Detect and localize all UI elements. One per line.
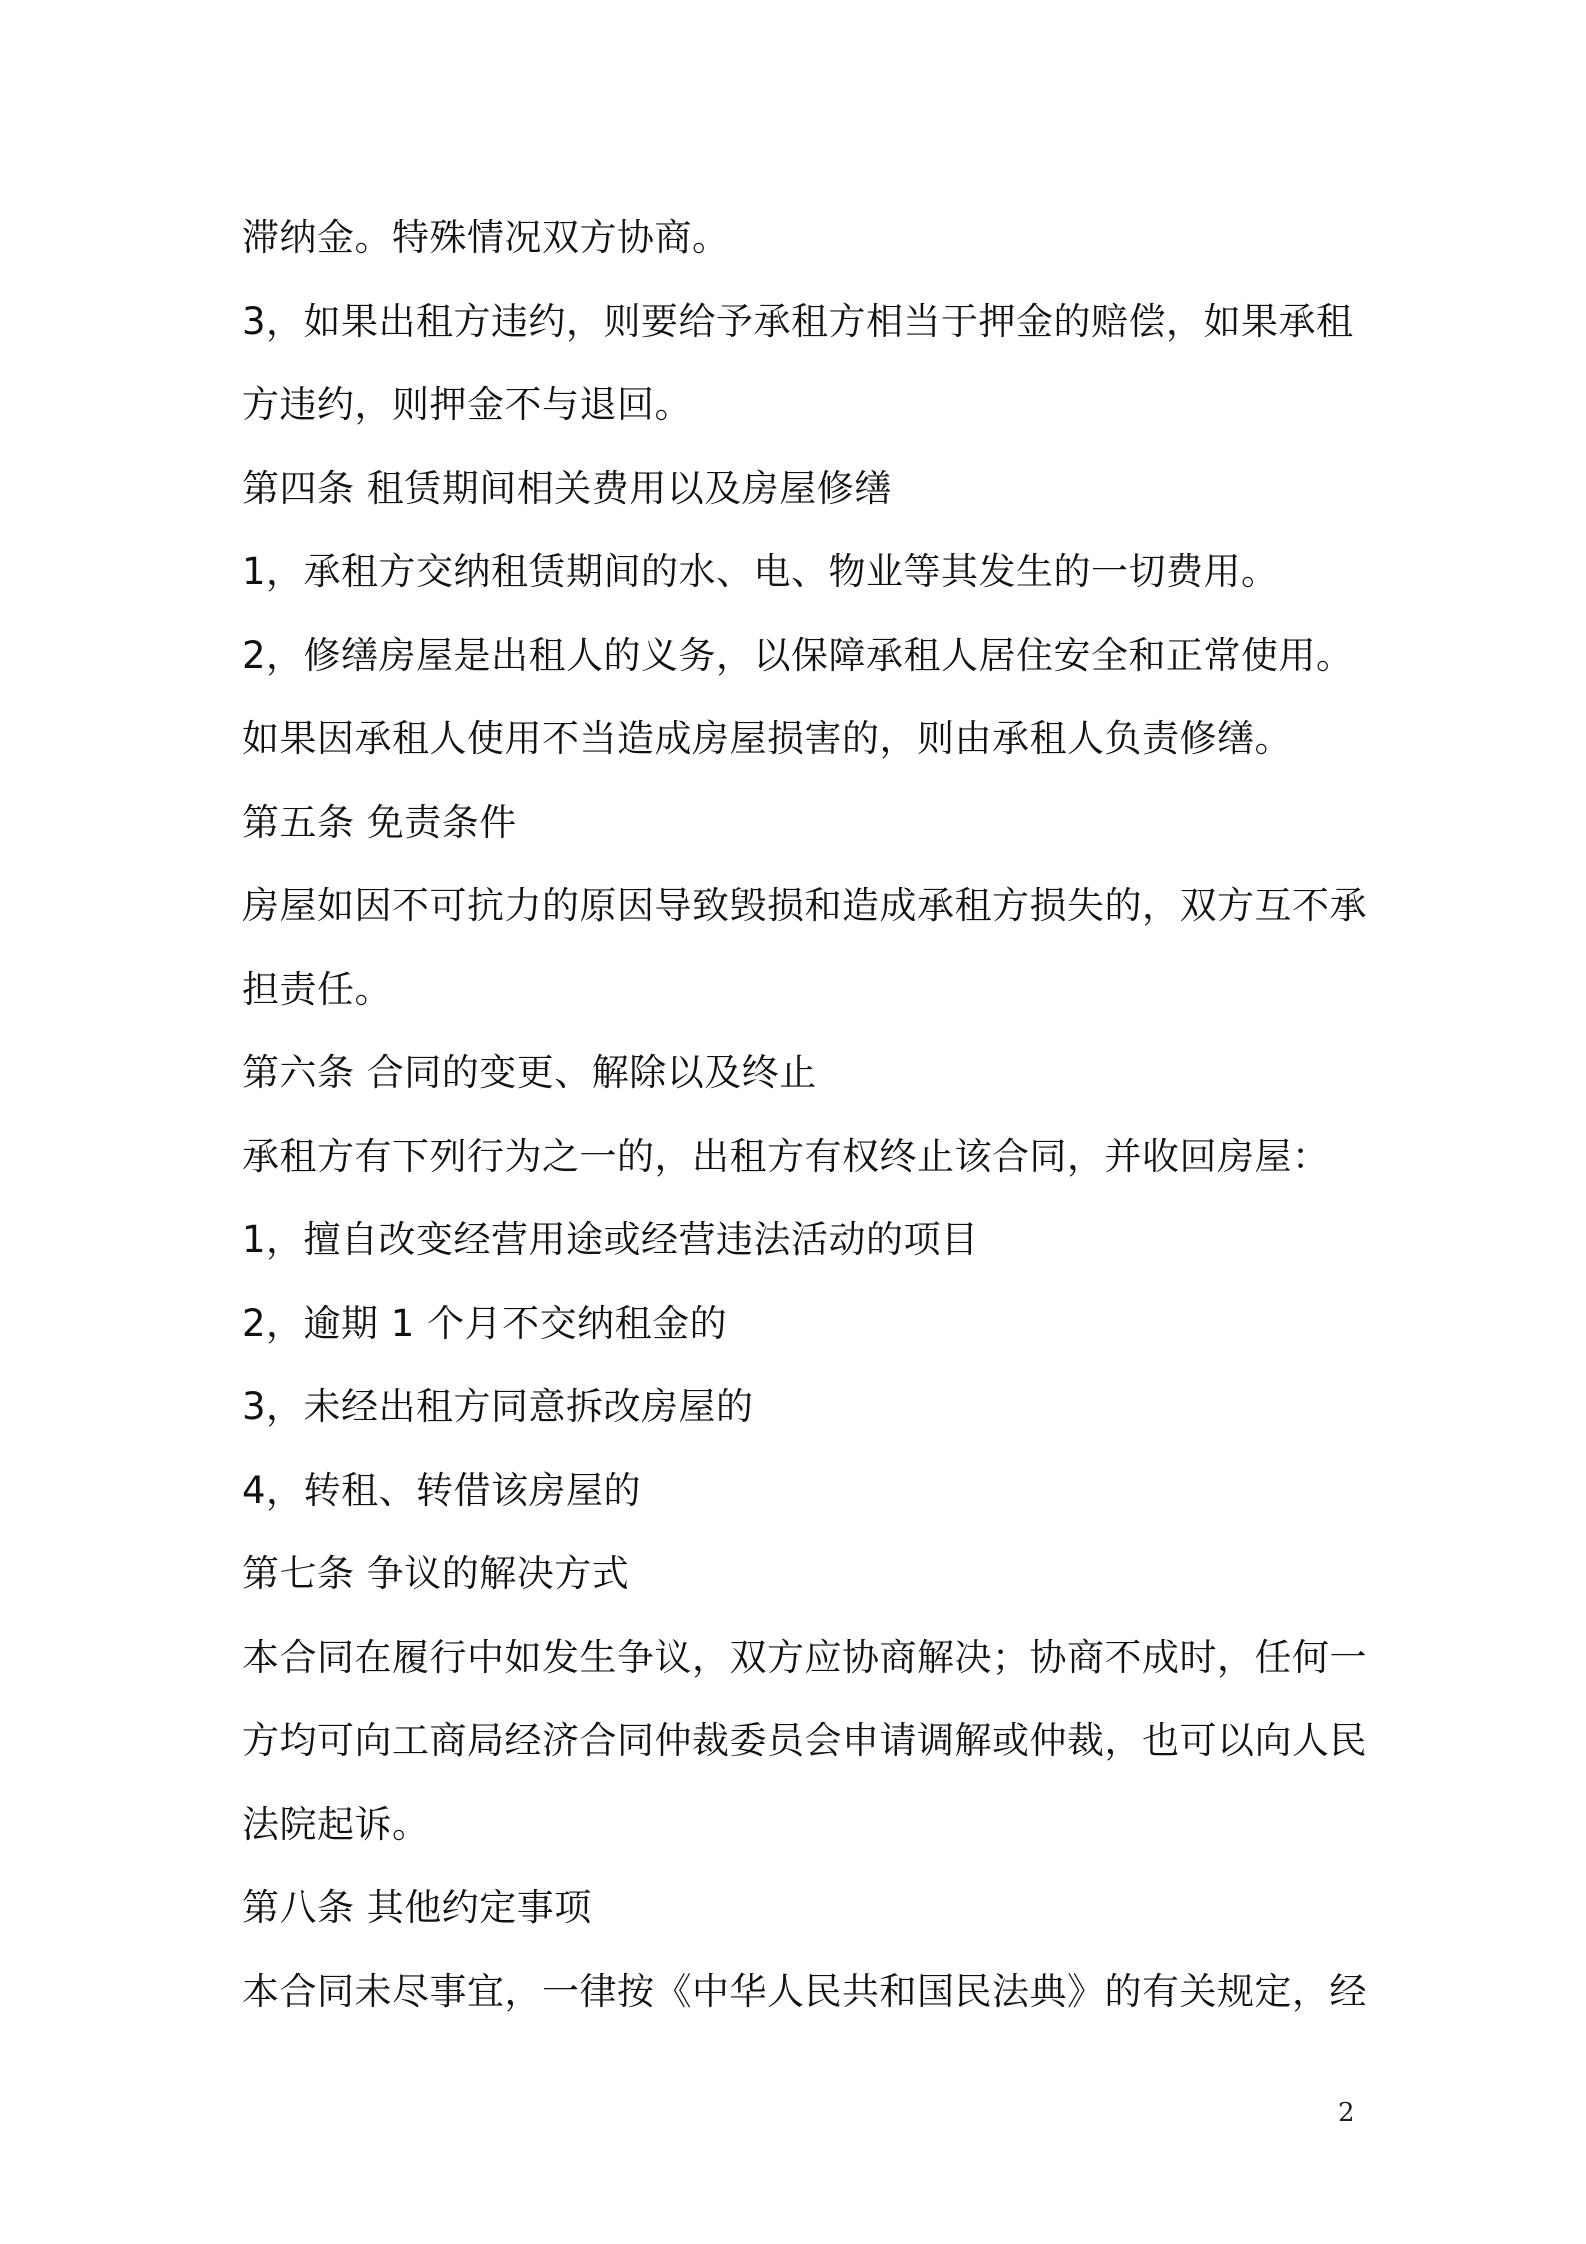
text-line: 方违约，则押金不与退回。: [242, 383, 692, 426]
text-line: 承租方有下列行为之一的，出租方有权终止该合同，并收回房屋：: [242, 1134, 1330, 1178]
text-line: 房屋如因不可抗力的原因导致毁损和造成承租方损失的，双方互不承: [242, 884, 1367, 927]
text-line: 担责任。: [242, 967, 392, 1011]
list-item: 1，擅自改变经营用途或经营违法活动的项目: [242, 1218, 979, 1261]
list-item: 4，转租、转借该房屋的: [242, 1468, 642, 1512]
section-heading-article-8: 第八条 其他约定事项: [242, 1886, 592, 1929]
page-number: 2: [1338, 2098, 1355, 2128]
text-line: 方均可向工商局经济合同仲裁委员会申请调解或仲裁，也可以向人民: [242, 1719, 1367, 1762]
text-line: 滞纳金。特殊情况双方协商。: [242, 216, 730, 259]
contract-body: [242, 196, 1367, 2033]
list-item: 3，未经出租方同意拆改房屋的: [242, 1385, 754, 1428]
section-heading-article-6: 第六条 合同的变更、解除以及终止: [242, 1051, 817, 1094]
section-heading-article-5: 第五条 免责条件: [242, 800, 517, 844]
text-line: 本合同未尽事宜，一律按《中华人民共和国民法典》的有关规定，经: [242, 1969, 1367, 2013]
text-line: 3，如果出租方违约，则要给予承租方相当于押金的赔偿，如果承租: [242, 299, 1354, 343]
text-line: 如果因承租人使用不当造成房屋损害的，则由承租人负责修缮。: [242, 717, 1292, 760]
text-line: 法院起诉。: [242, 1802, 430, 1846]
list-item: 2，逾期 1 个月不交纳租金的: [242, 1301, 728, 1345]
section-heading-article-4: 第四条 租赁期间相关费用以及房屋修缮: [242, 466, 892, 510]
text-line: 1，承租方交纳租赁期间的水、电、物业等其发生的一切费用。: [242, 550, 1279, 593]
section-heading-article-7: 第七条 争议的解决方式: [242, 1552, 630, 1595]
text-line: 本合同在履行中如发生争议，双方应协商解决；协商不成时，任何一: [242, 1635, 1367, 1679]
text-line: 2，修缮房屋是出租人的义务，以保障承租人居住安全和正常使用。: [242, 633, 1354, 677]
